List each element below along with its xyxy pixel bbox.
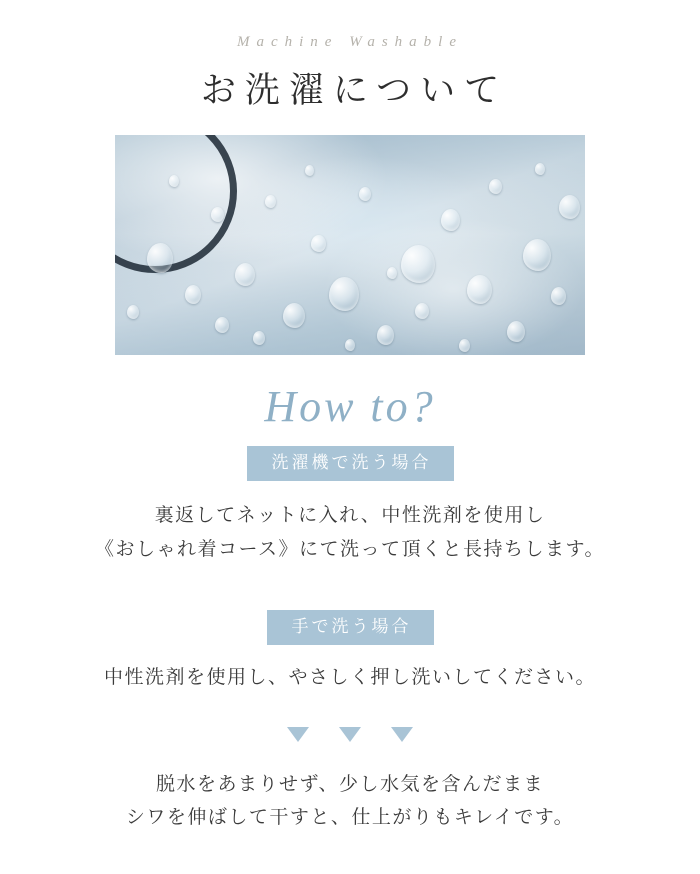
drying-instructions xyxy=(0,768,700,835)
machine-wash-line-1: 裏返してネットに入れ、中性洗剤を使用し xyxy=(154,505,546,527)
downward-arrows-group xyxy=(0,727,700,742)
eyebrow-text: Machine Washable xyxy=(236,34,463,50)
machine-wash-line-2: 《おしゃれ着コース》にて洗って頂くと長持ちします。 xyxy=(94,538,606,560)
drying-line-2: シワを伸ばして干すと、仕上がりもキレイです。 xyxy=(125,806,575,828)
section-spacer xyxy=(0,566,700,610)
drying-line-1: 脱水をあまりせず、少し水気を含んだまま xyxy=(156,773,544,795)
page-title: お洗濯について xyxy=(200,71,509,110)
triangle-down-icon xyxy=(339,727,361,742)
hero-droplets-layer xyxy=(115,135,585,355)
badge-row-hand xyxy=(0,610,700,645)
triangle-down-icon xyxy=(287,727,309,742)
howto-heading: How to? xyxy=(264,382,436,431)
hero-image-water-droplets xyxy=(115,135,585,355)
hand-wash-line-1: 中性洗剤を使用し、やさしく押し洗いしてください。 xyxy=(103,667,596,689)
section-badge-machine-wash: 洗濯機で洗う場合 xyxy=(247,446,454,481)
washing-instructions-page xyxy=(0,34,700,874)
machine-wash-description xyxy=(0,499,700,566)
section-badge-hand-wash: 手で洗う場合 xyxy=(267,610,434,645)
hand-wash-description xyxy=(0,661,700,694)
badge-row-machine xyxy=(0,432,700,481)
triangle-down-icon xyxy=(391,727,413,742)
